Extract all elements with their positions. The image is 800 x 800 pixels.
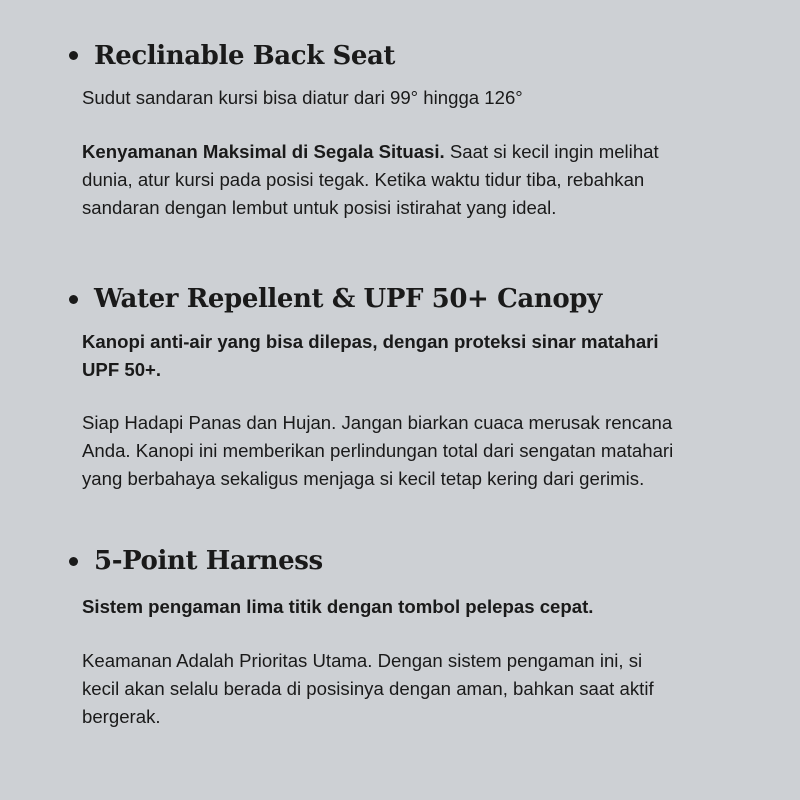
bullet-icon [69, 51, 78, 60]
feature-title: 5-Point Harness [94, 546, 323, 576]
bullet-icon [69, 557, 78, 566]
feature-description-lead: Kenyamanan Maksimal di Segala Situasi. [82, 141, 445, 162]
feature-description [82, 138, 682, 222]
feature-description: Keamanan Adalah Prioritas Utama. Dengan sistem pengaman ini, si kecil akan selalu berada di posisinya dengan aman, bahkan saat aktif bergerak. [82, 650, 654, 727]
feature-5-point-harness [0, 545, 800, 727]
feature-subtitle [82, 328, 682, 384]
feature-canopy [0, 283, 800, 489]
feature-description-rest: Saat si kecil ingin melihat dunia, atur kursi pada posisi tegak. Ketika waktu tidur tiba, rebahkan sandaran dengan lembut untuk posisi istirahat yang ideal. [82, 141, 659, 218]
feature-reclinable-back-seat [0, 40, 800, 218]
feature-heading-row [0, 40, 800, 80]
feature-heading-row [0, 283, 800, 323]
feature-subtitle [82, 593, 682, 621]
feature-subtitle-text: Sistem pengaman lima titik dengan tombol pelepas cepat. [82, 596, 594, 617]
feature-heading-row [0, 545, 800, 585]
feature-angle-text: Sudut sandaran kursi bisa diatur dari 99° hingga 126° [82, 87, 523, 108]
feature-description: Siap Hadapi Panas dan Hujan. Jangan biarkan cuaca merusak rencana Anda. Kanopi ini memberikan perlindungan total dari sengatan matahari yang berbahaya sekaligus menjaga si kecil tetap kering dari gerimis. [82, 412, 674, 489]
feature-subtitle-text: Kanopi anti-air yang bisa dilepas, dengan proteksi sinar matahari UPF 50+. [82, 331, 659, 380]
bullet-icon [69, 295, 78, 304]
feature-title: Water Repellent & UPF 50+ Canopy [94, 284, 602, 314]
feature-title: Reclinable Back Seat [94, 41, 396, 71]
